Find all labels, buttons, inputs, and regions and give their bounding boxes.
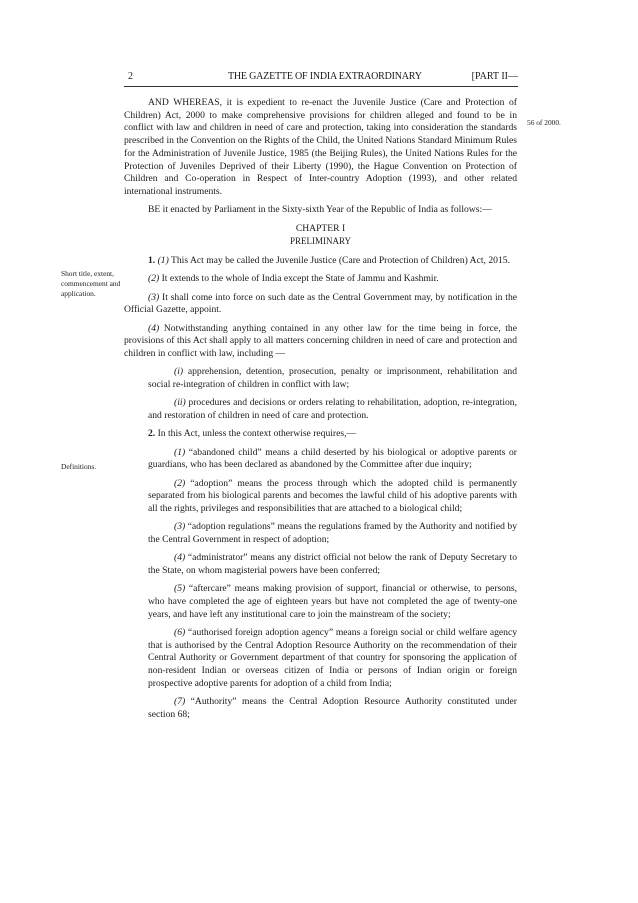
definition-4 (124, 552, 517, 577)
enactment-paragraph (124, 204, 517, 217)
clause-i-text: apprehension, detention, prosecution, penalty or imprisonment, rehabilitation and social re-integration of children in conflict with law; (148, 366, 517, 390)
definition-2-num: (2) (174, 477, 186, 489)
definition-4-text: “administrator” means any district official not below the rank of Deputy Secretary to the State, on whom magisterial powers have been conferred; (148, 552, 517, 576)
definition-1-num: (1) (174, 446, 186, 458)
header-rule (124, 86, 518, 87)
section-2-intro (124, 428, 517, 441)
section-1-1-text: This Act may be called the Juvenile Justice (Care and Protection of Children) Act, 2015. (168, 254, 510, 266)
part-label: [PART II— (471, 71, 518, 82)
clause-ii-text: procedures and decisions or orders relating to rehabilitation, adoption, re-integration, and restoration of children in need of care and protection. (148, 397, 517, 421)
preamble-text: , it is expedient to re-enact the Juvenile Justice (Care and Protection of Children) Act, 2000 to make comprehensive provisions for children alleged and found to be in conflict with law and children in need of care and protection, taking into consideration the standards prescribed in the Convention on the Rights of the Child, the United Nations Standard Minimum Rules for the Administration of Juvenile Justice, 1985 (the Beijing Rules), the United Nations Rules for the Protection of Juveniles Deprived of their Liberty (1990), the Hague Convention on Protection of Children and Co-operation in Respect of Inter-country Adoption (1993), and other related international instruments. (124, 97, 517, 197)
section-1-4-num: (4) (148, 322, 160, 334)
chapter-number: CHAPTER I (295, 222, 346, 234)
definition-1-text: “abandoned child” means a child deserted by his biological or adoptive parents or guardians, who has been declared as abandoned by the Committee after due inquiry; (148, 446, 517, 471)
section-1-2-num: (2) (148, 273, 160, 285)
preamble-paragraph (124, 97, 517, 199)
section-1-2-text: It extends to the whole of India except the State of Jammu and Kashmir. (159, 273, 439, 285)
margin-note-act-ref: 56 of 2000. (527, 118, 561, 127)
enactment-lead: BE (148, 204, 161, 216)
clause-ii (124, 397, 517, 422)
section-1-4-text: Notwithstanding anything contained in any other law for the time being in force, the provisions of this Act shall apply to all matters concerning children in need of care and protection and children in conflict with law, including — (124, 322, 517, 359)
definition-6 (124, 627, 517, 691)
definition-7 (124, 696, 517, 721)
definition-7-text: “Authority” means the Central Adoption Resource Authority constituted under section 68; (148, 696, 517, 720)
section-1-2 (124, 273, 517, 286)
definition-6-text: “authorised foreign adoption agency” means a foreign social or child welfare agency that is authorised by the Central Adoption Resource Authority on the recommendation of their Central Authority or Government department of that country for sponsoring the application of non-resident Indian or overseas citizen of India or persons of Indian origin or foreign prospective adoptive parents for adoption of a child from India; (148, 626, 517, 689)
page-header (124, 70, 518, 84)
section-1-4 (124, 323, 517, 361)
section-1-3 (124, 292, 517, 317)
clause-i-num: (i) (174, 366, 184, 378)
definition-2 (124, 478, 517, 516)
clause-i (124, 366, 517, 391)
section-1-3-text: It shall come into force on such date as the Central Government may, by notification in the Official Gazette, appoint. (124, 291, 517, 316)
definition-2-text: “adoption” means the process through which the adopted child is permanently separated from his biological parents and becomes the lawful child of his adoptive parents with all the rights, privileges and responsibilities that are attached to a biological child; (148, 477, 517, 514)
section-1-1 (124, 255, 517, 268)
section-1-1-num: (1) (157, 254, 169, 266)
clause-ii-num: (ii) (174, 397, 186, 409)
definition-7-num: (7) (174, 696, 186, 708)
definition-5-text: “aftercare” means making provision of support, financial or otherwise, to persons, who have completed the age of eighteen years but have not completed the age of twenty-one years, and have left any institutional care to join the mainstream of the society; (148, 583, 517, 620)
section-1-3-num: (3) (148, 291, 160, 303)
section-2-intro-text: In this Act, unless the context otherwise requires,— (155, 428, 357, 440)
body-text (124, 97, 517, 727)
margin-note-definitions: Definitions. (61, 462, 97, 471)
chapter-title: PRELIMINARY (289, 236, 351, 247)
section-2-number: 2. (148, 428, 156, 440)
enactment-text: it enacted by Parliament in the Sixty-sixth Year of the Republic of India as follows:— (160, 204, 492, 216)
definition-4-num: (4) (174, 552, 186, 564)
page-number: 2 (128, 71, 133, 82)
preamble-lead: AND WHEREAS (148, 97, 220, 108)
definition-5-num: (5) (174, 583, 186, 595)
margin-note-short-title: Short title, extent, commencement and application. (61, 269, 121, 299)
definition-6-num: (6) (174, 626, 186, 638)
definition-1 (124, 447, 517, 472)
definition-3-text: “adoption regulations” means the regulations framed by the Authority and notified by the Central Government in respect of adoption; (148, 521, 517, 545)
definition-3-num: (3) (174, 521, 186, 533)
gazette-title: THE GAZETTE OF INDIA EXTRAORDINARY (228, 71, 422, 82)
definition-3 (124, 521, 517, 546)
definition-5 (124, 583, 517, 621)
section-1-number: 1. (148, 254, 156, 266)
